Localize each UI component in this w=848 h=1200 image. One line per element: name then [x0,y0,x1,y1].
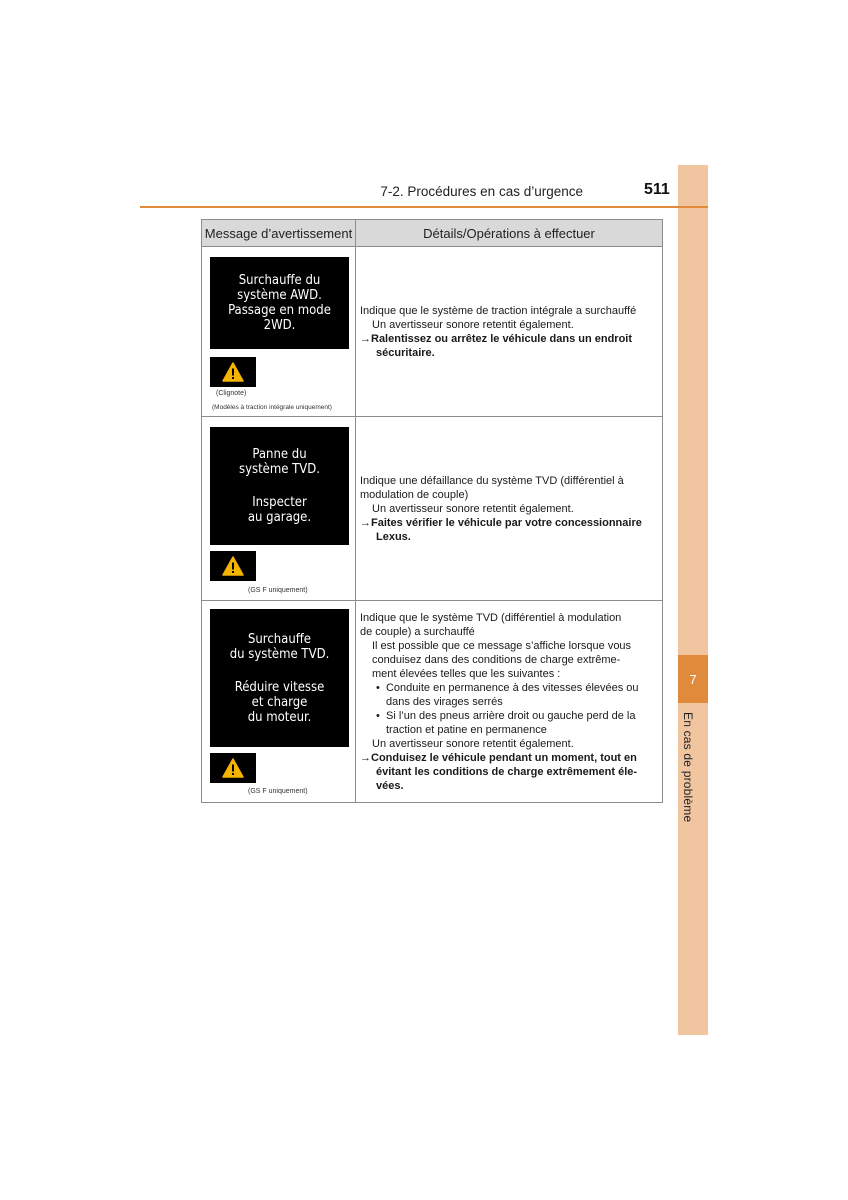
screen-line: 2WD. [263,318,296,333]
warning-triangle-icon [210,753,256,783]
bullet-icon: • [376,681,380,694]
arrow-icon: → [360,751,371,764]
action-text [360,751,657,793]
screen-line: Réduire vitesse [234,679,325,695]
caption: (GS F uniquement) [248,587,308,594]
screen-line: Inspecter [252,495,307,510]
bullet-item [360,709,657,723]
bullet-text: traction et patine en permanence [386,723,547,736]
display-screen [210,427,349,545]
caption: (Clignote) [216,390,247,397]
column-header-message: Message d’avertissement [202,220,356,247]
detail-text: de couple) a surchauffé [360,625,475,638]
detail-text: Indique que le système de traction intégrale a surchauffé [360,304,637,317]
detail-text: conduisez dans des conditions de charge extrême- [372,653,621,666]
detail-text: Un avertisseur sonore retentit également. [372,737,574,750]
screen-line: au garage. [247,510,312,525]
chapter-label: En cas de problème [681,712,695,823]
chapter-side-tab [678,165,708,1035]
detail-text: ment élevées telles que les suivantes : [372,667,561,680]
action-text [360,516,657,544]
screen-line: système AWD. [237,288,322,303]
details-cell [356,601,663,803]
details-cell [356,417,663,601]
section-title: 7-2. Procédures en cas d’urgence [380,184,583,199]
details-cell [356,247,663,417]
screen-line: système TVD. [238,462,321,477]
action-line: Conduisez le véhicule pendant un moment, tout en [371,751,637,764]
caption: (Modèles à traction intégrale uniquement) [212,404,332,411]
bullet-text: dans des virages serrés [386,695,503,708]
message-cell [202,247,356,417]
message-cell [202,601,356,803]
arrow-icon: → [360,516,371,529]
screen-line: du système TVD. [229,646,330,662]
table-row [202,417,663,601]
table-row [202,247,663,417]
warning-message-table [201,219,663,803]
warning-triangle-icon [210,357,256,387]
table-row [202,601,663,803]
bullet-text: Si l’un des pneus arrière droit ou gauche perd de la [385,709,636,722]
screen-line: et charge [251,694,308,710]
display-screen [210,257,349,349]
detail-text: Il est possible que ce message s’affiche lorsque vous [372,639,632,652]
bullet-text: Conduite en permanence à des vitesses élevées ou [385,681,639,694]
arrow-icon: → [360,332,371,345]
screen-line: Panne du [252,447,307,462]
screen-line: du moteur. [247,709,312,725]
bullet-item [360,681,657,695]
detail-text: Indique une défaillance du système TVD (différentiel à [360,474,624,487]
detail-text: modulation de couple) [360,488,469,501]
screen-line: Passage en mode [228,303,331,318]
action-line: Lexus. [376,530,411,543]
message-cell [202,417,356,601]
action-line: évitant les conditions de charge extrêmement éle- [376,765,638,778]
action-line: sécuritaire. [376,346,435,359]
table-header-row [202,220,663,247]
caption: (GS F uniquement) [248,788,308,795]
action-text [360,332,657,360]
chapter-number: 7 [678,655,708,703]
detail-text: Indique que le système TVD (différentiel à modulation [360,611,622,624]
warning-triangle-icon [210,551,256,581]
header-rule [140,206,708,208]
column-header-details: Détails/Opérations à effectuer [356,220,663,247]
action-line: Faites vérifier le véhicule par votre concessionnaire [371,516,642,529]
screen-line: Surchauffe [247,631,312,647]
detail-text: Un avertisseur sonore retentit également. [372,502,574,515]
display-screen [210,609,349,747]
page-number: 511 [644,181,670,198]
action-line: Ralentissez ou arrêtez le véhicule dans un endroit [371,332,633,345]
screen-line: Surchauffe du [238,273,321,288]
detail-text: Un avertisseur sonore retentit également. [372,318,574,331]
action-line: vées. [376,779,404,792]
bullet-icon: • [376,709,380,722]
